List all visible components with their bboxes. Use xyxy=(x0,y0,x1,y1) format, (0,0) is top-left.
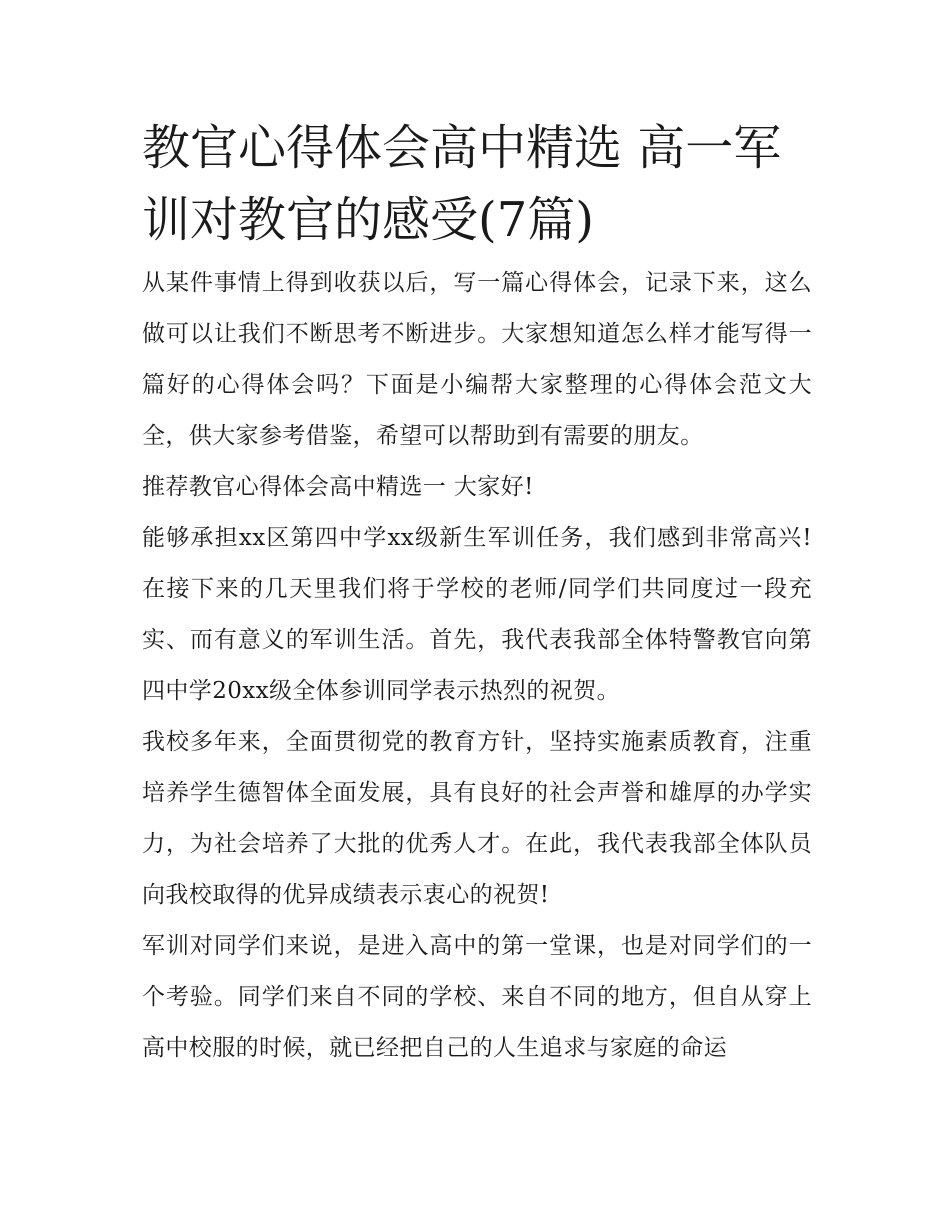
paragraph-body-1: 能够承担xx区第四中学xx级新生军训任务，我们感到非常高兴!在接下来的几天里我们将于学校的老师/同学们共同度过一段充实、而有意义的军训生活。首先，我代表我部全体特警教官向第四中学20xx级全体参训同学表示热烈的祝贺。 xyxy=(142,525,812,704)
paragraph-body-2: 我校多年来，全面贯彻党的教育方针，坚持实施素质教育，注重培养学生德智体全面发展，具有良好的社会声誉和雄厚的办学实力，为社会培养了大批的优秀人才。在此，我代表我部全体队员向我校取得的优异成绩表示衷心的祝贺! xyxy=(142,729,812,908)
document-page xyxy=(142,112,812,1074)
paragraph-body-3: 军训对同学们来说，是进入高中的第一堂课，也是对同学们的一个考验。同学们来自不同的学校、来自不同的地方，但自从穿上高中校服的时候，就已经把自己的人生追求与家庭的命运 xyxy=(142,933,812,1061)
paragraph-intro: 从某件事情上得到收获以后，写一篇心得体会，记录下来，这么做可以让我们不断思考不断进步。大家想知道怎么样才能写得一篇好的心得体会吗？下面是小编帮大家整理的心得体会范文大全，供大家参考借鉴，希望可以帮助到有需要的朋友。 xyxy=(142,270,812,449)
document-title: 教官心得体会高中精选 高一军训对教官的感受(7篇) xyxy=(142,120,782,248)
paragraph-section-heading: 推荐教官心得体会高中精选一 大家好! xyxy=(142,474,534,500)
